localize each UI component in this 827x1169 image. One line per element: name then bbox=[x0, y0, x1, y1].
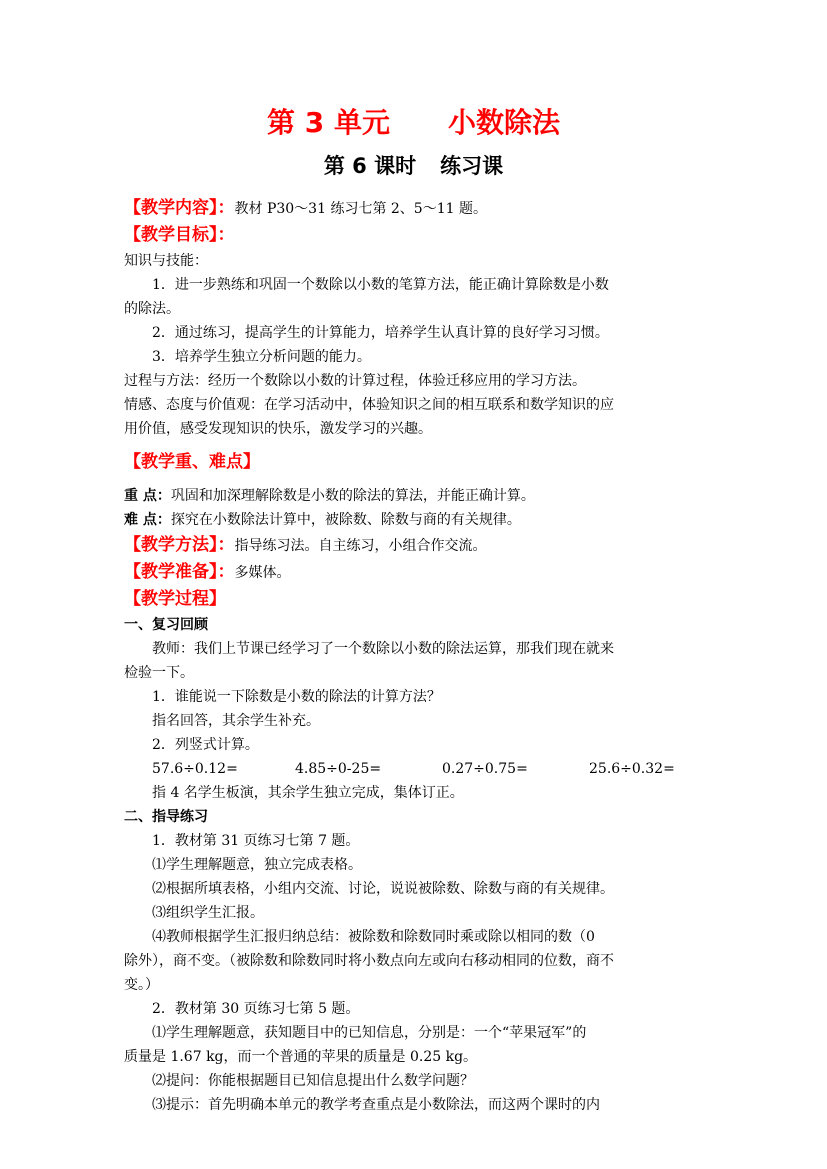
unit-name: 小数除法 bbox=[447, 106, 560, 139]
s2-q2-step-3: ⑶提示：首先明确本单元的教学考查重点是小数除法，而这两个课时的内 bbox=[152, 1097, 600, 1113]
section-2-title: 二、指导练习 bbox=[124, 809, 208, 825]
method-text: 指导练习法。自主练习，小组合作交流。 bbox=[234, 538, 487, 554]
emotion-goal-line-1: 情感、态度与价值观：在学习活动中，体验知识之间的相互联系和数学知识的应 bbox=[124, 397, 614, 413]
unit-title bbox=[0, 104, 827, 142]
goal-1-line-1: 1．进一步熟练和巩固一个数除以小数的笔算方法，能正确计算除数是小数 bbox=[152, 277, 609, 293]
section-1-title: 一、复习回顾 bbox=[124, 617, 208, 633]
key-point-label: 重 点： bbox=[124, 488, 171, 504]
hard-point bbox=[124, 508, 704, 532]
goal-3: 3．培养学生独立分析问题的能力。 bbox=[152, 349, 371, 365]
goals-label: 【教学目标】： bbox=[124, 225, 235, 245]
key-points-label: 【教学重、难点】 bbox=[124, 452, 260, 472]
calc-item: 25.6÷0.32= bbox=[589, 761, 675, 777]
s1-question-1: 1．谁能说一下除数是小数的除法的计算方法？ bbox=[152, 689, 441, 705]
s1-teacher-line-2: 检验一下。 bbox=[124, 665, 194, 681]
goals-heading bbox=[124, 222, 704, 249]
s2-q1-step-4-line-3: 变。） bbox=[124, 977, 159, 993]
emotion-goal-line-2: 用价值，感受发现知识的快乐，激发学习的兴趣。 bbox=[124, 421, 432, 437]
process-heading bbox=[124, 586, 704, 613]
process-label: 【教学过程】 bbox=[124, 589, 226, 609]
content-label: 【教学内容】： bbox=[124, 198, 235, 218]
s2-q2-step-1-line-1: ⑴学生理解题意，获知题目中的已知信息，分别是：一个“苹果冠军”的 bbox=[152, 1025, 587, 1041]
hard-point-text: 探究在小数除法计算中，被除数、除数与商的有关规律。 bbox=[170, 512, 521, 528]
s2-question-1: 1．教材第 31 页练习七第 7 题。 bbox=[152, 833, 360, 849]
knowledge-label: 知识与技能： bbox=[124, 253, 208, 269]
s1-question-2-note: 指 4 名学生板演，其余学生独立完成，集体订正。 bbox=[152, 785, 464, 801]
goal-1-line-2: 的除法。 bbox=[124, 301, 180, 317]
prep-label: 【教学准备】： bbox=[124, 562, 235, 582]
s2-q1-step-4-line-2: 除外），商不变。（被除数和除数同时将小数点向左或向右移动相同的位数，商不 bbox=[124, 953, 614, 969]
calc-item: 4.85÷0-25= bbox=[295, 761, 382, 777]
s2-q1-step-3: ⑶组织学生汇报。 bbox=[152, 905, 264, 921]
s2-q1-step-1: ⑴学生理解题意，独立完成表格。 bbox=[152, 857, 362, 873]
s2-q2-step-1-line-2: 质量是 1.67 kg，而一个普通的苹果的质量是 0.25 kg。 bbox=[124, 1049, 478, 1065]
s1-question-2: 2．列竖式计算。 bbox=[152, 737, 259, 753]
s2-q2-step-2: ⑵提问：你能根据题目已知信息提出什么数学问题？ bbox=[152, 1073, 474, 1089]
lesson-name: 练习课 bbox=[440, 154, 504, 178]
key-points-heading bbox=[124, 449, 704, 476]
prep-text: 多媒体。 bbox=[234, 565, 291, 581]
content-section bbox=[124, 195, 704, 222]
calc-item: 57.6÷0.12= bbox=[152, 761, 238, 777]
s2-q1-step-2: ⑵根据所填表格，小组内交流、讨论，说说被除数、除数与商的有关规律。 bbox=[152, 881, 614, 897]
goal-2: 2．通过练习，提高学生的计算能力，培养学生认真计算的良好学习习惯。 bbox=[152, 325, 609, 341]
calc-row bbox=[124, 757, 704, 781]
process-goal: 过程与方法：经历一个数除以小数的计算过程，体验迁移应用的学习方法。 bbox=[124, 373, 586, 389]
lesson-number: 第 6 课时 bbox=[323, 154, 417, 178]
calc-item: 0.27÷0.75= bbox=[442, 761, 528, 777]
s2-q1-step-4-line-1: ⑷教师根据学生汇报归纳总结：被除数和除数同时乘或除以相同的数（0 bbox=[152, 929, 595, 945]
prep-section bbox=[124, 559, 704, 586]
hard-point-label: 难 点： bbox=[124, 512, 171, 528]
lesson-title bbox=[0, 152, 827, 180]
unit-number: 第 3 单元 bbox=[267, 106, 390, 139]
s1-teacher-line-1: 教师：我们上节课已经学习了一个数除以小数的除法运算，那我们现在就来 bbox=[152, 641, 614, 657]
key-point bbox=[124, 484, 704, 508]
s2-question-2: 2．教材第 30 页练习七第 5 题。 bbox=[152, 1001, 360, 1017]
method-label: 【教学方法】： bbox=[124, 535, 235, 555]
document-body bbox=[124, 195, 704, 1117]
content-text: 教材 P30～31 练习七第 2、5～11 题。 bbox=[234, 201, 487, 217]
key-point-text: 巩固和加深理解除数是小数的除法的算法，并能正确计算。 bbox=[170, 488, 535, 504]
s1-question-1-answer: 指名回答，其余学生补充。 bbox=[152, 713, 320, 729]
method-section bbox=[124, 532, 704, 559]
